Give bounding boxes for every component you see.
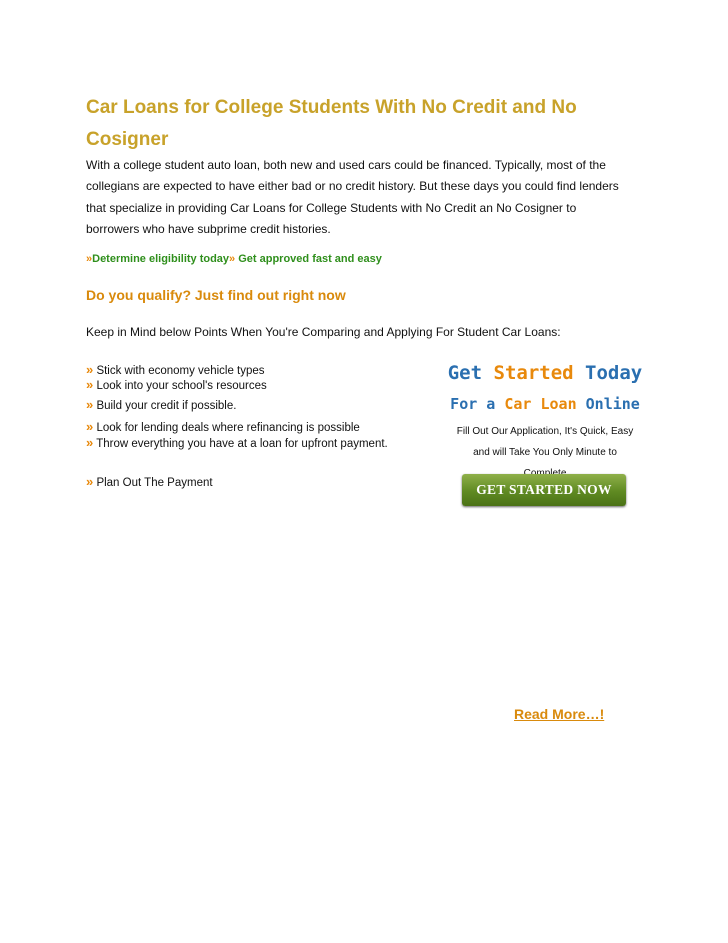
- heading-part: Get: [447, 362, 483, 384]
- list-item: [86, 435, 388, 450]
- list-item-text: Look into your school's resources: [96, 380, 267, 392]
- raquo-icon: »: [86, 474, 94, 489]
- intro-line: With a college student auto loan, both new and used cars could be financed. Typically, most of the: [86, 158, 606, 172]
- raquo-icon: »: [86, 253, 93, 265]
- intro-line: borrowers who have subprime credit histories.: [86, 221, 331, 236]
- raquo-icon: »: [86, 435, 94, 450]
- approved-link[interactable]: Get approved fast and easy: [235, 253, 382, 265]
- list-item-text: Look for lending deals where refinancing is possible: [96, 422, 360, 434]
- get-started-heading: [440, 362, 650, 384]
- keep-in-mind-text: Keep in Mind below Points When You're Comparing and Applying For Student Car Loans:: [86, 325, 561, 339]
- raquo-icon: »: [229, 253, 236, 265]
- list-item: [86, 397, 236, 412]
- article-title: Car Loans for College Students With No Credit and No Cosigner: [86, 97, 577, 150]
- cta-links-line: [86, 251, 382, 267]
- list-item-text: Build your credit if possible.: [96, 400, 237, 412]
- list-item: [86, 474, 213, 489]
- subheading-part: Online: [585, 395, 640, 413]
- heading-part: Today: [585, 362, 643, 384]
- qualify-heading: Do you qualify? Just find out right now: [86, 287, 346, 303]
- raquo-icon: »: [86, 362, 94, 377]
- eligibility-link[interactable]: Determine eligibility today: [92, 253, 230, 265]
- list-item: [86, 362, 265, 377]
- intro-paragraph: [86, 155, 666, 240]
- list-item: [86, 419, 360, 434]
- raquo-icon: »: [86, 397, 94, 412]
- get-started-button[interactable]: GET STARTED NOW: [462, 474, 626, 506]
- car-loan-subheading: [440, 395, 650, 413]
- list-item: [86, 377, 267, 392]
- heading-part: Started: [493, 362, 574, 384]
- intro-line: collegians are expected to have either bad or no credit history. But these days you could find lenders: [86, 179, 619, 194]
- subheading-part: For a: [450, 395, 496, 413]
- list-item-text: Throw everything you have at a loan for upfront payment.: [96, 438, 388, 450]
- application-text-line: and will Take You Only Minute to: [473, 447, 617, 458]
- list-item-text: Stick with economy vehicle types: [96, 365, 265, 377]
- raquo-icon: »: [86, 419, 94, 434]
- read-more-link[interactable]: Read More…!: [514, 706, 605, 722]
- list-item-text: Plan Out The Payment: [96, 477, 213, 489]
- application-text-line: Fill Out Our Application, It's Quick, Easy: [456, 426, 634, 437]
- raquo-icon: »: [86, 377, 94, 392]
- intro-line: that specialize in providing Car Loans for College Students with No Credit an No Cosigner to: [86, 200, 577, 215]
- subheading-part: Car Loan: [504, 395, 577, 413]
